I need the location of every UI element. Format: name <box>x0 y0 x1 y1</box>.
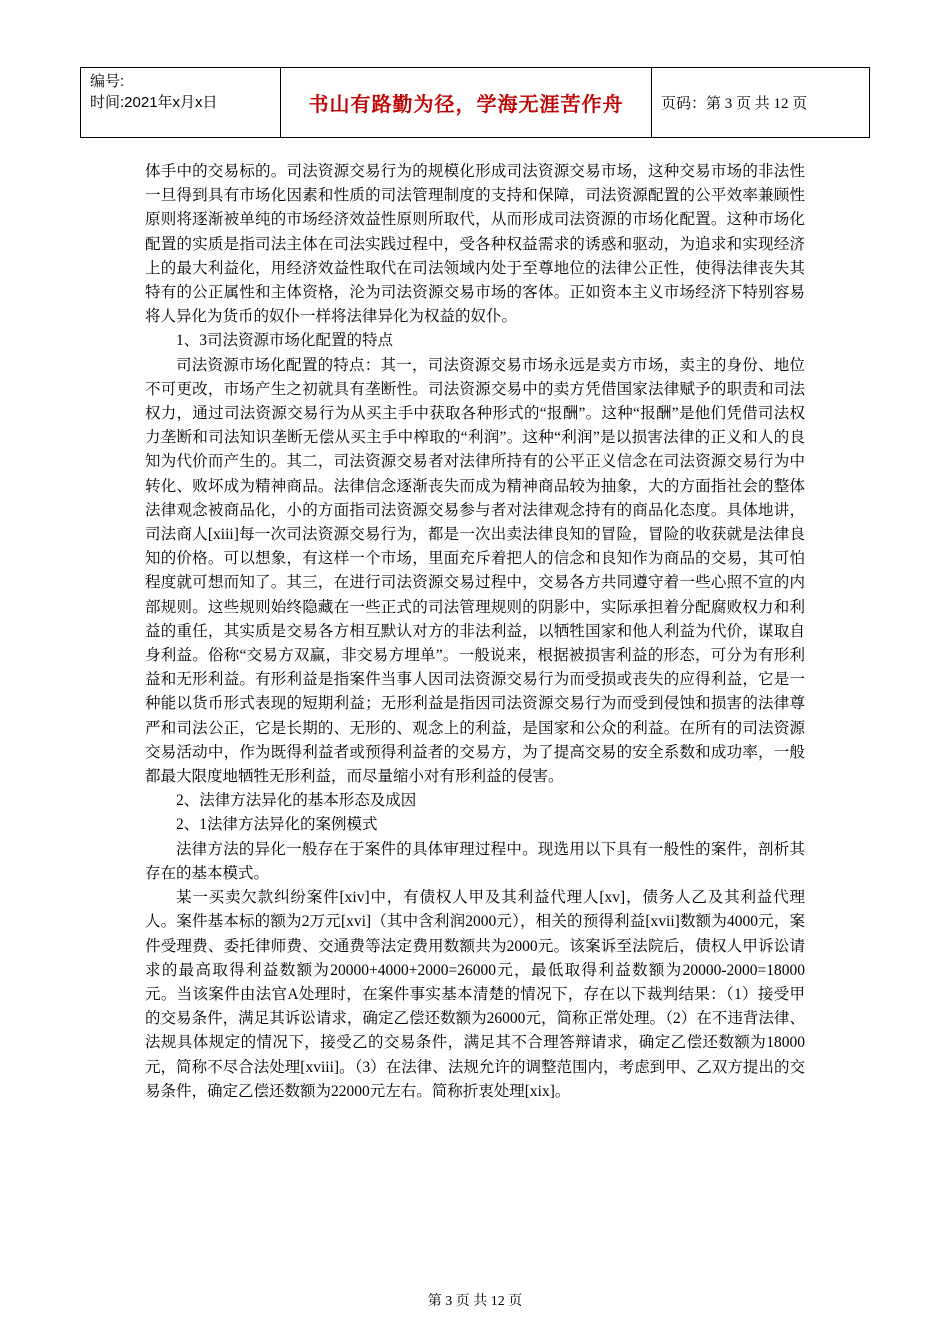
header-table <box>80 67 870 138</box>
header-page-info: 页码：第 3 页 共 12 页 <box>661 96 808 112</box>
section-heading: 1、3司法资源市场化配置的特点 <box>176 332 394 350</box>
paragraph: 司法资源市场化配置的特点：其一，司法资源交易市场永远是卖方市场，卖主的身份、地位不可更改，市场产生之初就具有垄断性。司法资源交易中的卖方凭借国家法律赋予的职责和司法权力，通过司法资源交易行为从买主手中获取各种形式的“报酬”。这种“报酬”是他们凭借司法权力垄断和司法知识垄断无偿从买主手中榨取的“利润”。这种“利润”是以损害法律的正义和人的良知为代价而产生的。其二，司法资源交易者对法律所持有的公平正义信念在司法资源交易行为中转化、败坏成为精神商品。法律信念逐渐丧失而成为精神商品较为抽象，大的方面指社会的整体法律观念被商品化，小的方面指司法资源交易参与者对法律观念持有的商品化态度。具体地讲，司法商人[xiii]每一次司法资源交易行为，都是一次出卖法律良知的冒险，冒险的收获就是法律良知的价格。可以想象，有这样一个市场，里面充斥着把人的信念和良知作为商品的交易，其可怕程度就可想而知了。其三，在进行司法资源交易过程中，交易各方共同遵守着一些心照不宣的内部规则。这些规则始终隐藏在一些正式的司法管理规则的阴影中，实际承担着分配腐败权力和利益的重任，其实质是交易各方相互默认对方的非法利益，以牺牲国家和他人利益为代价，谋取自身利益。俗称“交易方双赢，非交易方埋单”。一般说来，根据被损害利益的形态，可分为有形利益和无形利益。有形利益是指案件当事人因司法资源交易行为而受损或丧失的应得利益，它是一种能以货币形式表现的短期利益；无形利益是指因司法资源交易行为而受到侵蚀和损害的法律尊严和司法公正，它是长期的、无形的、观念上的利益，是国家和公众的利益。在所有的司法资源交易活动中，作为既得利益者或预得利益者的交易方，为了提高交易的安全系数和成功率，一般都最大限度地牺牲无形利益，而尽量缩小对有形利益的侵害。 <box>145 356 805 786</box>
paragraph: 体手中的交易标的。司法资源交易行为的规模化形成司法资源交易市场，这种交易市场的非法性一旦得到具有市场化因素和性质的司法管理制度的支持和保障，司法资源配置的公平效率兼顾性原则将逐渐被单纯的市场经济效益性原则所取代，从而形成司法资源的市场化配置。这种市场化配置的实质是指司法主体在司法实践过程中，受各种权益需求的诱惑和驱动，为追求和实现经济上的最大利益化，用经济效益性取代在司法领域内处于至尊地位的法律公正性，使得法律丧失其特有的公正属性和主体资格，沦为司法资源交易市场的客体。正如资本主义市场经济下特别容易将人异化为货币的奴仆一样将法律异化为权益的奴仆。 <box>145 163 805 326</box>
paragraph: 法律方法的异化一般存在于案件的具体审理过程中。现选用以下具有一般性的案件，剖析其存在的基本模式。 <box>145 840 805 882</box>
number-label: 编号: <box>90 73 125 90</box>
footer-page-number: 第 3 页 共 12 页 <box>427 1294 523 1309</box>
page-footer <box>0 1290 950 1310</box>
header-meta-cell <box>81 68 281 137</box>
date-label: 时间:2021年x月x日 <box>90 94 218 111</box>
section-heading: 2、法律方法异化的基本形态及成因 <box>176 792 417 810</box>
section-heading: 2、1法律方法异化的案例模式 <box>176 816 378 834</box>
header-motto: 书山有路勤为径，学海无涯苦作舟 <box>281 68 652 137</box>
document-body <box>145 160 805 1104</box>
paragraph: 某一买卖欠款纠纷案件[xiv]中，有债权人甲及其利益代理人[xv]，债务人乙及其利益代理人。案件基本标的额为2万元[xvi]（其中含利润2000元），相关的预得利益[xvii]数额为4000元，案件受理费、委托律师费、交通费等法定费用数额共为2000元。该案诉至法院后，债权人甲诉讼请求的最高取得利益数额为20000+4000+2000=26000元，最低取得利益数额为20000-2000=18000元。当该案件由法官A处理时，在案件事实基本清楚的情况下，存在以下裁判结果：（1）接受甲的交易条件，满足其诉讼请求，确定乙偿还数额为26000元，简称正常处理。（2）在不违背法律、法规具体规定的情况下，接受乙的交易条件，满足其不合理答辩请求，确定乙偿还数额为18000元，简称不尽合法处理[xviii]。（3）在法律、法规允许的调整范围内，考虑到甲、乙双方提出的交易条件，确定乙偿还数额为22000元左右。简称折衷处理[xix]。 <box>145 889 805 1100</box>
